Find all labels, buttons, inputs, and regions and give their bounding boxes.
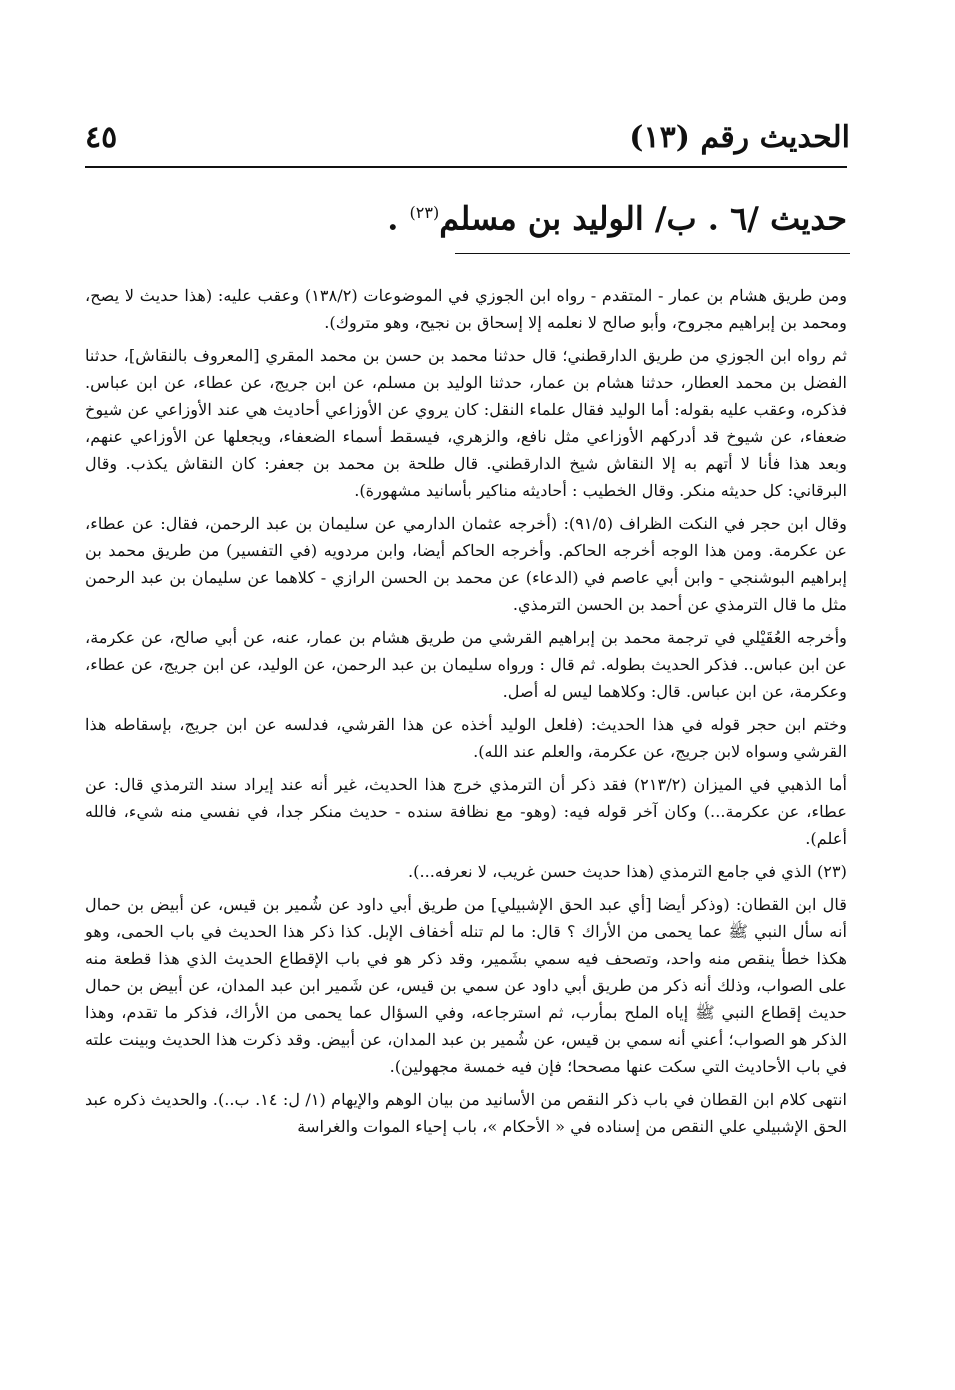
paragraph: وختم ابن حجر قوله في هذا الحديث: (فلعل الوليد أخذه عن هذا القرشي، فدلسه عن ابن جريج، بإسقاطه هذا القرشي وسواه لابن جريج، عن عكرمة، والعلم عند الله). [85,715,847,761]
footnote-paragraph: قال ابن القطان: (وذكر أيضا [أي عبد الحق الإشبيلي] من طريق أبي داود عن شُمير بن قيس، عن أبيض بن حمال أنه سأل النبي ﷺ عما يحمى من الأراك ؟ قال: ما لم تنله أخفاف الإبل. كذا ذكر هذا الحديث في باب الحمى، وهو هكذا خطأ ينقص منه واحد، وتصحف فيه سمي بشَمير، وقد ذكر هو في باب الإقطاع الحديث الذي هذا قطعة منه على الصواب، وذلك أنه ذكر من طريق أبي داود عن سمي بن قيس، عن شَمير ابن عبد المدان، عن أبيض بن حمال حديث إقطاع النبي ﷺ إياه الملح بمأرب، ثم استرجاعه، وفي السؤال عما يحمى من الأراك، فذكر ما تقدم، وهذا الذكر هو الصواب؛ أعني أنه سمي بن قيس، عن شُمير بن عبد المدان، عن أبيض. وقد ذكرت هذا الحديث وبينت علته في باب الأحاديث التي سكت عنها مصححا؛ فإن فيه خمسة مجهولين). [85,895,847,1076]
paragraph: وأخرجه العُقَيْلي في ترجمة محمد بن إبراهيم القرشي من طريق هشام بن عمار، عنه، عن أبي صالح، عن عكرمة، عن ابن عباس.. فذكر الحديث بطوله. ثم قال : ورواه سليمان بن عبد الرحمن، عن الوليد، عن ابن جريج، عن عطاء، وعكرمة، عن ابن عباس. قال: وكلاهما ليس له أصل. [85,628,847,701]
footnote-ref: (٢٣) [409,203,440,222]
hadith-heading-text: حديث /٦ . ب/ الوليد بن مسلم [439,199,847,238]
page-header [85,112,850,162]
paragraph: ثم رواه ابن الجوزي من طريق الدارقطني؛ قال حدثنا محمد بن حسن بن محمد المقري [المعروف بالنقاش]، حدثنا الفضل بن محمد العطار، حدثنا هشام بن عمار، حدثنا الوليد بن مسلم، عن ابن جريج، عن عطاء، عن ابن عباس. فذكره، وعقب عليه بقوله: أما الوليد فقال علماء النقل: كان يروي عن الأوزاعي أحاديث هي عند الأوزاعي عن شيوخ ضعفاء، عن شيوخ قد أدركهم الأوزاعي مثل نافع، والزهري، فيسقط أسماء الضعفاء، ويجعلها عن الأوزاعي عنهم، وبعد هذا فأنا لا أتهم به إلا النقاش شيخ الدارقطني. قال طلحة بن محمد بن جعفر: كان النقاش يكذب. وقال البرقاني: كل حديثه منكر. وقال الخطيب : أحاديثه مناكير بأسانيد مشهورة). [85,346,847,500]
paragraph: وقال ابن حجر في النكت الظراف (٩١/٥): (أخرجه عثمان الدارمي عن سليمان بن عبد الرحمن، فقال: عن عطاء، عن عكرمة. ومن هذا الوجه أخرجه الحاكم. وأخرجه الحاكم أيضا، وابن مردويه (في التفسير) من طريق محمد بن إبراهيم البوشنجي - وابن أبي عاصم في (الدعاء) عن محمد بن الحسن الرازي - كلاهما عن سليمان بن عبد الرحمن مثل ما قال الترمذي عن أحمد بن الحسن الترمذي. [85,514,847,614]
paragraph: ومن طريق هشام بن عمار - المتقدم - رواه ابن الجوزي في الموضوعات (١٣٨/٢) وعقب عليه: (هذا حديث لا يصح، ومحمد بن إبراهيم مجروح، وأبو صالح لا نعلمه إلا إسحاق بن نجيح، وهو متروك). [85,286,848,332]
header-rule [85,166,847,168]
body-text [85,282,847,1146]
heading-suffix: . [387,199,410,238]
heading-rule [455,253,850,254]
page-number: ٤٥ [85,119,118,155]
footnote-paragraph: (٢٣) الذي في جامع الترمذي (هذا حديث حسن غريب، لا نعرفه...). [408,862,847,881]
running-title: الحديث رقم (١٣) [629,119,850,155]
hadith-heading [85,188,847,244]
footnote-paragraph: انتهى كلام ابن القطان في باب ذكر النقص من الأسانيد من بيان الوهم والإيهام (١/ ل: ١٤. ب..). والحديث ذكره عبد الحق الإشبيلي علي النقص من إسناده في « الأحكام »، باب إحياء الموات والغراسة [85,1090,847,1136]
paragraph: أما الذهبي في الميزان (٢١٣/٢) فقد ذكر أن الترمذي خرج هذا الحديث، غير أنه عند إيراد سند الترمذي قال: عن عطاء، عن عكرمة...) وكان آخر قوله فيه: (وهو- مع نظافة سنده - حديث منكر جدا، في نفسي منه شيء، فالله أعلم). [85,775,847,848]
